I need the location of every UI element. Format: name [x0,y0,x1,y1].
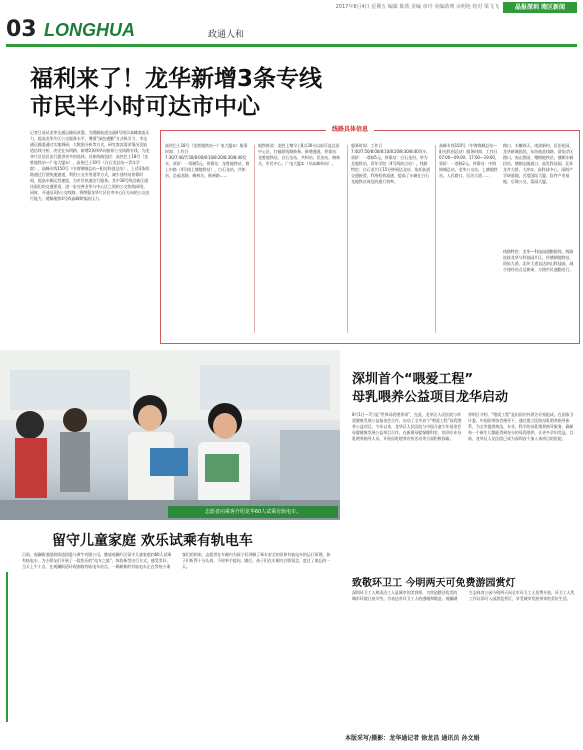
main-headline-line1: 福利来了！龙华新增3条专线 [30,66,323,92]
article2-text-col2: 余明日介绍，“喂爱工程”是由国内外著名专家组成，在国家卫计委、中国医师协会指导下，通过建立医院母乳喂养指导体系，为全市提供规范、专业、科学的母乳喂养指导服务，确保每一个新生儿都能得到充分的母乳喂养，让更多孕妇受益。目前，龙华区人民医院已成为深圳首个加入该项目的医院。 [468,412,574,441]
route-column-2: 地铁接驳：龙胜上塘早上8点30分以前可直达田中心区，打破原线路换乘、新增通道。停靠站：龙胜地铁站、白石龙站、共和站、民治站、梅林关、市民中心、广电大厦①（早高峰单向）。 [258,143,340,166]
route-column-6: 线路特色：龙华—科技园通勤班线，线路连接龙华与科技园片区，经塘朗地铁站、留仙大道、北环大道直达南山科技园，减少途经站点及换乘，方便市民通勤出行。 [503,249,574,272]
section-title: LONGHUA [44,20,135,40]
header-rule [6,44,577,47]
column-divider [347,145,348,333]
column-divider [254,145,255,333]
article2-headline-line1: 深圳首个“喂爱工程” [352,372,474,387]
article4-text: 深圳环卫工人和清洁工人是城市的美容师，为营造整洁优美的城市环境日夜辛劳。为表达对环卫工人的感谢和敬意，观澜湖生态体育公园今明两天向全市环卫工人免费开放，环卫工人凭工作证即可入园游览赏灯，享受城市发展带来的美好生活。 [352,590,575,601]
article4-headline: 致敬环卫工 今明两天可免费游园赏灯 [352,578,516,589]
article2-text-col1: 8月1日—7日是“世界母乳喂养周”，在此，龙华区人民医院与华爱健康发展公益基金会合作，启动了全市首个“喂爱工程”母乳喂养公益项目。今年以来，龙华区人民医院与中国儿童少年基金会母婴健康发展公益项目合作，在新建母婴保健科室、培训专业母乳喂养指导人员、开展母乳喂养宣传活动等方面积极探索。 [352,412,462,441]
routes-title: 线路具体信息 [326,124,374,133]
route-column-4: 高峰专线150号（中海锦城总站—阳光科创总站）服务时间：工作日07:00—09:00；17:00—19:00，票价：一票制2元。停靠站：中海锦城总站、龙华公交站、上塘地铁站、人民路口、民治大道…… [439,143,499,178]
lead-article-text: 记者日前从龙华交通运输局获悉，为缓解轨道交通4号线早高峰客流压力，提高龙华片区公交服务水平，增强“绿色通勤”方式吸引力，市交通运输委通过实地调研、大数据分析等方式，研究客流需求情况及轨道沿线分析，决定在东明路、新增2条和华向接原公交线路专线，为龙华片区居民出行提供更多的选择。具体线路包括：高快巴士18号（龙胜地铁站—广电大厦①）、高快巴士19号（白石龙总站—青年学院）、高峰专线150号（中海锦城总站—阳光科创总站）。上述3条线路通过行驶快速通道，利用公交专用道等方式，减少途经站停靠时间，提高车辆运营速度，为市民快速出行服务。其中18号线沿新区通往福田的交通要道，进一步完善龙华与中心区之间的公交快线网络。同时，开通这3条公交线路，将增强龙华片区往市中心区方向的公交出行能力，缓解地铁4号线高峰期客流压力。 [30,130,150,201]
dateline: 2017年8月4日 星期五 编辑 陈欣 美编 章玲 美编助理 余明艳 校对 梁飞飞 [335,4,499,10]
section-subtitle: 政通人和 [208,30,245,40]
main-headline-line2: 市民半小时可达市中心 [30,94,260,120]
article3-text: 日前，观澜街道组织街道团委与黄牛有限公司，邀请观澜片区留守儿童家庭约60人试乘有轨电车，为小朋友们开展了一段快乐的“电车之旅”，体验新型出行方式，感受美好。当天上午十点，在观澜街道环观南路有轨电车站点，一辆崭新的有轨电车正在等待小乘客们的到来。志愿者在车厢内为孩子们讲解了乘车安全知识和有轨电车的运行原理，孩子们听得十分认真，不时举手提问。随后，孩子们在车厢内合影留念，度过了难忘的一天。 [22,552,331,569]
column-divider [435,145,436,333]
top-bar [0,0,583,16]
tram-photo-illustration [0,350,340,520]
tram-photo [0,350,340,520]
route-column-3: 服务时间：工作日7:40/7:50/8:00/8:10/8:20/8:30/8:40发车，票价：一票制5元。停靠站：白石龙村、华为北地铁站、青年学院（4号线终点站）。线路特色：白石龙片区15分钟到达北站，依托轨道交通接驳，利用机荷高速，提高了车辆在白石龙地铁站周边的通行效率。 [351,143,431,184]
route-column-1: 高快巴士18号（龙胜地铁站—广电大厦①）服务时间：工作日7:30/7:40/7:50/8:00/8:10/8:20/8:30/8:40发车，票价：一票制5元。停靠站：龙胜地铁站、简上中路（4号线上塘地铁站）、白石龙站、共和站、沿福龙路、梅林关、新洲路…… [165,143,250,178]
article3-headline: 留守儿童家庭 欢乐试乘有轨电车 [52,533,253,549]
page-number: 03 [6,17,37,42]
brand-badge: 晶报深圳 湾区新闻 [503,2,577,13]
route-column-5: 路口、水榭春天、南油新村、民治花园、龙华新城医院、东纺彼此线路，留仙学区路口、南山智园、塘朗地铁站、塘朗车辆段站、塘朗山隧道口、高发科技园、北环龙井大桥、大冲①、高科技中心、深圳产学研基地、百度国际大厦、软件产业基地、后海公交、荔园大厦。 [503,143,574,184]
footer-credit: 本版采写/摄影：龙华通记者 徐龙昌 通讯员 孙文娟 [345,735,480,742]
routes-box [160,130,580,344]
accent-bar [6,572,8,722]
photo-caption: 志愿者向乘客介绍龙华60人试乘有轨电车。 [168,506,338,518]
article2-headline-line2: 母乳喂养公益项目龙华启动 [352,390,509,405]
